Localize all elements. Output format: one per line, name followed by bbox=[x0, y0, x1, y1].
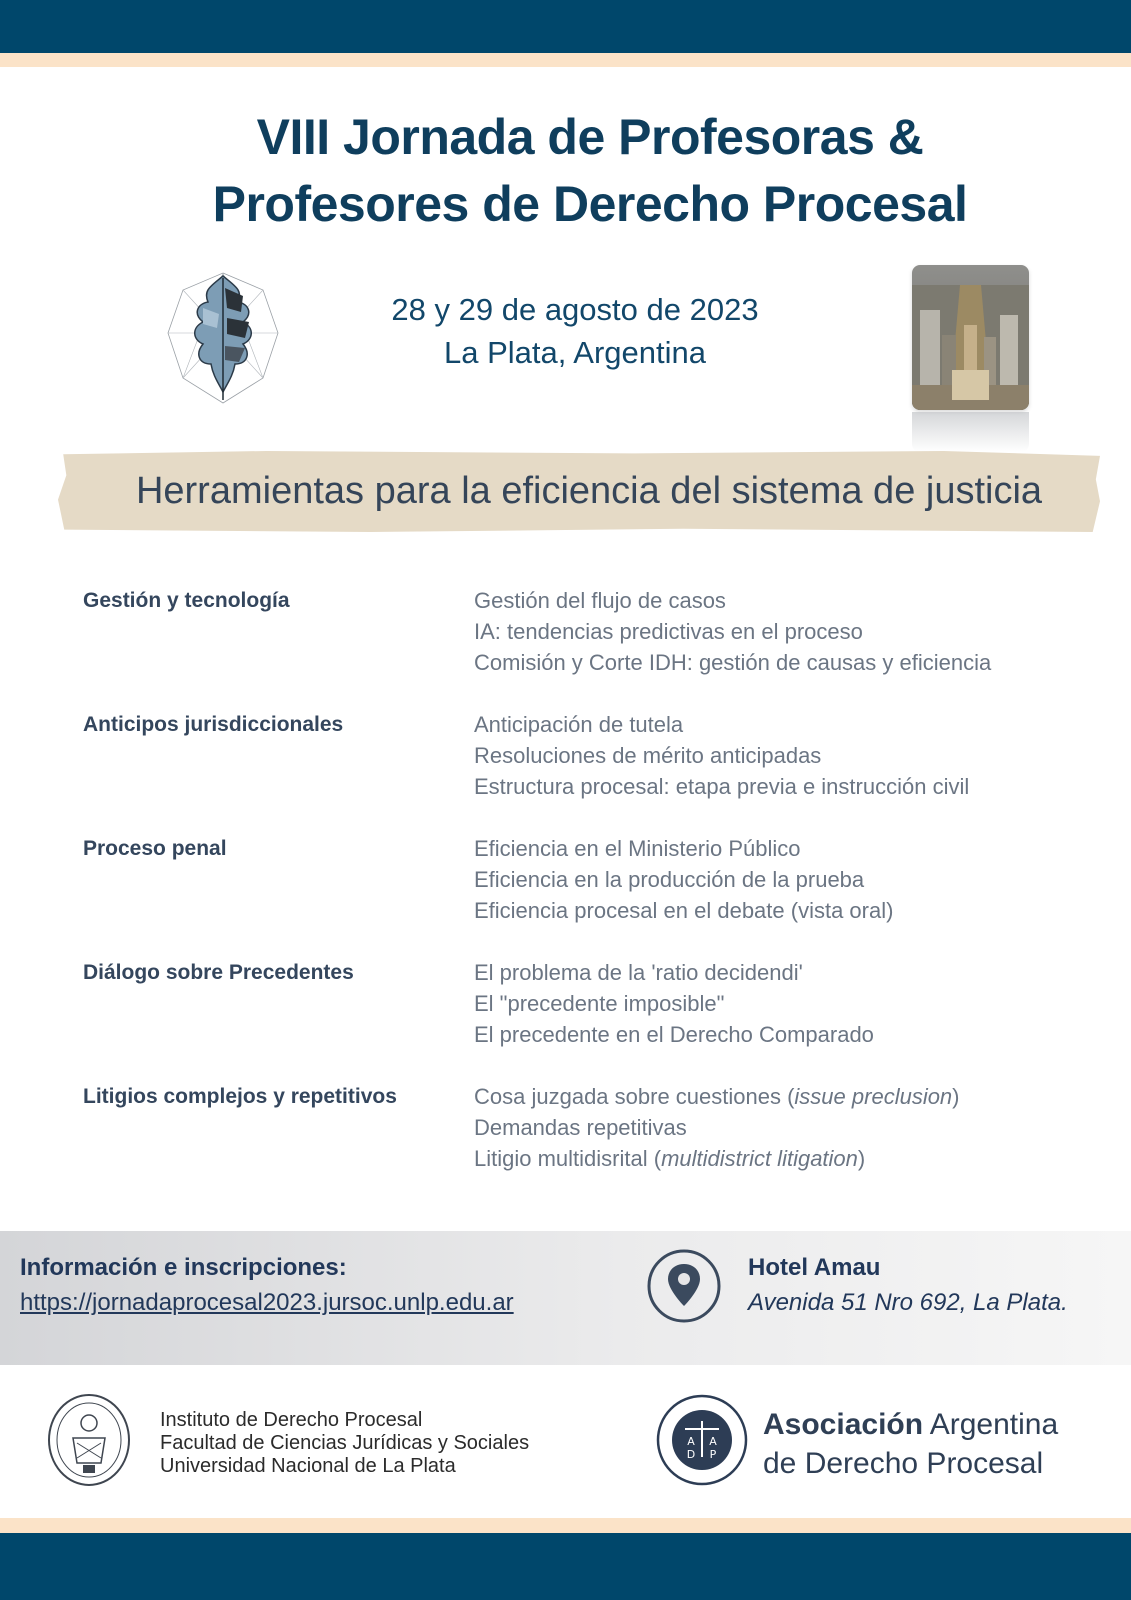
topic-row bbox=[83, 833, 1083, 926]
top-stripe bbox=[0, 53, 1131, 67]
topic-title: Gestión y tecnología bbox=[83, 589, 290, 612]
topic-item: El problema de la 'ratio decidendi' bbox=[474, 960, 803, 985]
topic-item: Eficiencia en la producción de la prueba bbox=[474, 867, 865, 892]
topic-row bbox=[83, 709, 1083, 802]
topic-item-cosa-juzgada bbox=[474, 1081, 1083, 1112]
svg-text:A: A bbox=[687, 1435, 695, 1448]
topic-item-text: Cosa juzgada sobre cuestiones ( bbox=[474, 1084, 795, 1109]
event-date: 28 y 29 de agosto de 2023 bbox=[391, 292, 759, 327]
topic-row bbox=[83, 585, 1083, 678]
venue-address: Avenida 51 Nro 692, La Plata. bbox=[748, 1289, 1068, 1316]
topic-title: Anticipos jurisdiccionales bbox=[83, 713, 344, 736]
topic-item: Anticipación de tutela bbox=[474, 712, 684, 737]
closing-paren: ) bbox=[857, 1146, 866, 1171]
title-line-2: Profesores de Derecho Procesal bbox=[212, 176, 968, 232]
svg-text:D: D bbox=[686, 1448, 696, 1461]
topic-items bbox=[474, 957, 1083, 1050]
unlp-line-3: Universidad Nacional de La Plata bbox=[160, 1455, 456, 1477]
topic-row bbox=[83, 957, 1083, 1050]
title-line-1: VIII Jornada de Profesoras & bbox=[256, 109, 924, 165]
topic-item-multidistrict bbox=[474, 1143, 1083, 1174]
svg-text:A: A bbox=[709, 1435, 717, 1448]
registration-link[interactable]: https://jornadaprocesal2023.jursoc.unlp.edu.ar bbox=[20, 1289, 514, 1316]
closing-paren: ) bbox=[952, 1084, 960, 1109]
bottom-bar bbox=[0, 1533, 1131, 1600]
event-place: La Plata, Argentina bbox=[444, 335, 706, 370]
topic-item: Eficiencia procesal en el debate (vista oral) bbox=[474, 898, 894, 923]
topic-items bbox=[474, 585, 1083, 678]
aadp-line-1 bbox=[763, 1405, 1058, 1444]
leaf-logo-icon bbox=[163, 268, 283, 408]
location-pin-icon bbox=[646, 1248, 722, 1324]
theme-banner: Herramientas para la eficiencia del sistema de justicia bbox=[135, 470, 1043, 512]
topic-item: Gestión del flujo de casos bbox=[474, 588, 726, 613]
topic-items bbox=[474, 709, 1083, 802]
topic-item-text: Litigio multidisrital ( bbox=[474, 1146, 662, 1171]
topic-item: Estructura procesal: etapa previa e instrucción civil bbox=[474, 774, 970, 799]
aadp-line-2: de Derecho Procesal bbox=[763, 1447, 1044, 1480]
topic-item: El precedente en el Derecho Comparado bbox=[474, 1022, 874, 1047]
photo-reflection bbox=[912, 412, 1029, 452]
aadp-seal-icon bbox=[655, 1393, 749, 1487]
topic-item: El "precedente imposible" bbox=[474, 991, 725, 1016]
topic-row bbox=[83, 1081, 1083, 1174]
event-date-place bbox=[330, 288, 820, 374]
city-aerial-photo bbox=[912, 265, 1029, 410]
top-bar bbox=[0, 0, 1131, 53]
unlp-seal-icon bbox=[47, 1393, 131, 1487]
event-title bbox=[0, 104, 1131, 238]
svg-text:P: P bbox=[709, 1448, 717, 1461]
unlp-line-2: Facultad de Ciencias Jurídicas y Sociales bbox=[160, 1432, 530, 1454]
topic-title: Diálogo sobre Precedentes bbox=[83, 961, 354, 984]
info-label: Información e inscripciones: bbox=[20, 1254, 347, 1281]
unlp-institution bbox=[160, 1409, 529, 1478]
topic-title: Litigios complejos y repetitivos bbox=[83, 1085, 397, 1108]
aadp-rest: Argentina bbox=[929, 1408, 1059, 1441]
topic-item-italic: issue preclusion bbox=[794, 1084, 953, 1109]
topic-item: Resoluciones de mérito anticipadas bbox=[474, 743, 822, 768]
topics-list bbox=[83, 585, 1083, 1205]
topic-item: Demandas repetitivas bbox=[474, 1115, 687, 1140]
topic-items bbox=[474, 1081, 1083, 1174]
aadp-bold: Asociación bbox=[763, 1408, 924, 1441]
topic-title: Proceso penal bbox=[83, 837, 227, 860]
topic-item: IA: tendencias predictivas en el proceso bbox=[474, 619, 863, 644]
venue-name: Hotel Amau bbox=[748, 1254, 881, 1281]
bottom-stripe bbox=[0, 1518, 1131, 1533]
topic-items bbox=[474, 833, 1083, 926]
topic-item-italic: multidistrict litigation bbox=[661, 1146, 858, 1171]
topic-item: Comisión y Corte IDH: gestión de causas y eficiencia bbox=[474, 650, 992, 675]
aadp-name bbox=[763, 1405, 1058, 1483]
unlp-line-1: Instituto de Derecho Procesal bbox=[160, 1409, 423, 1431]
topic-item: Eficiencia en el Ministerio Público bbox=[474, 836, 801, 861]
